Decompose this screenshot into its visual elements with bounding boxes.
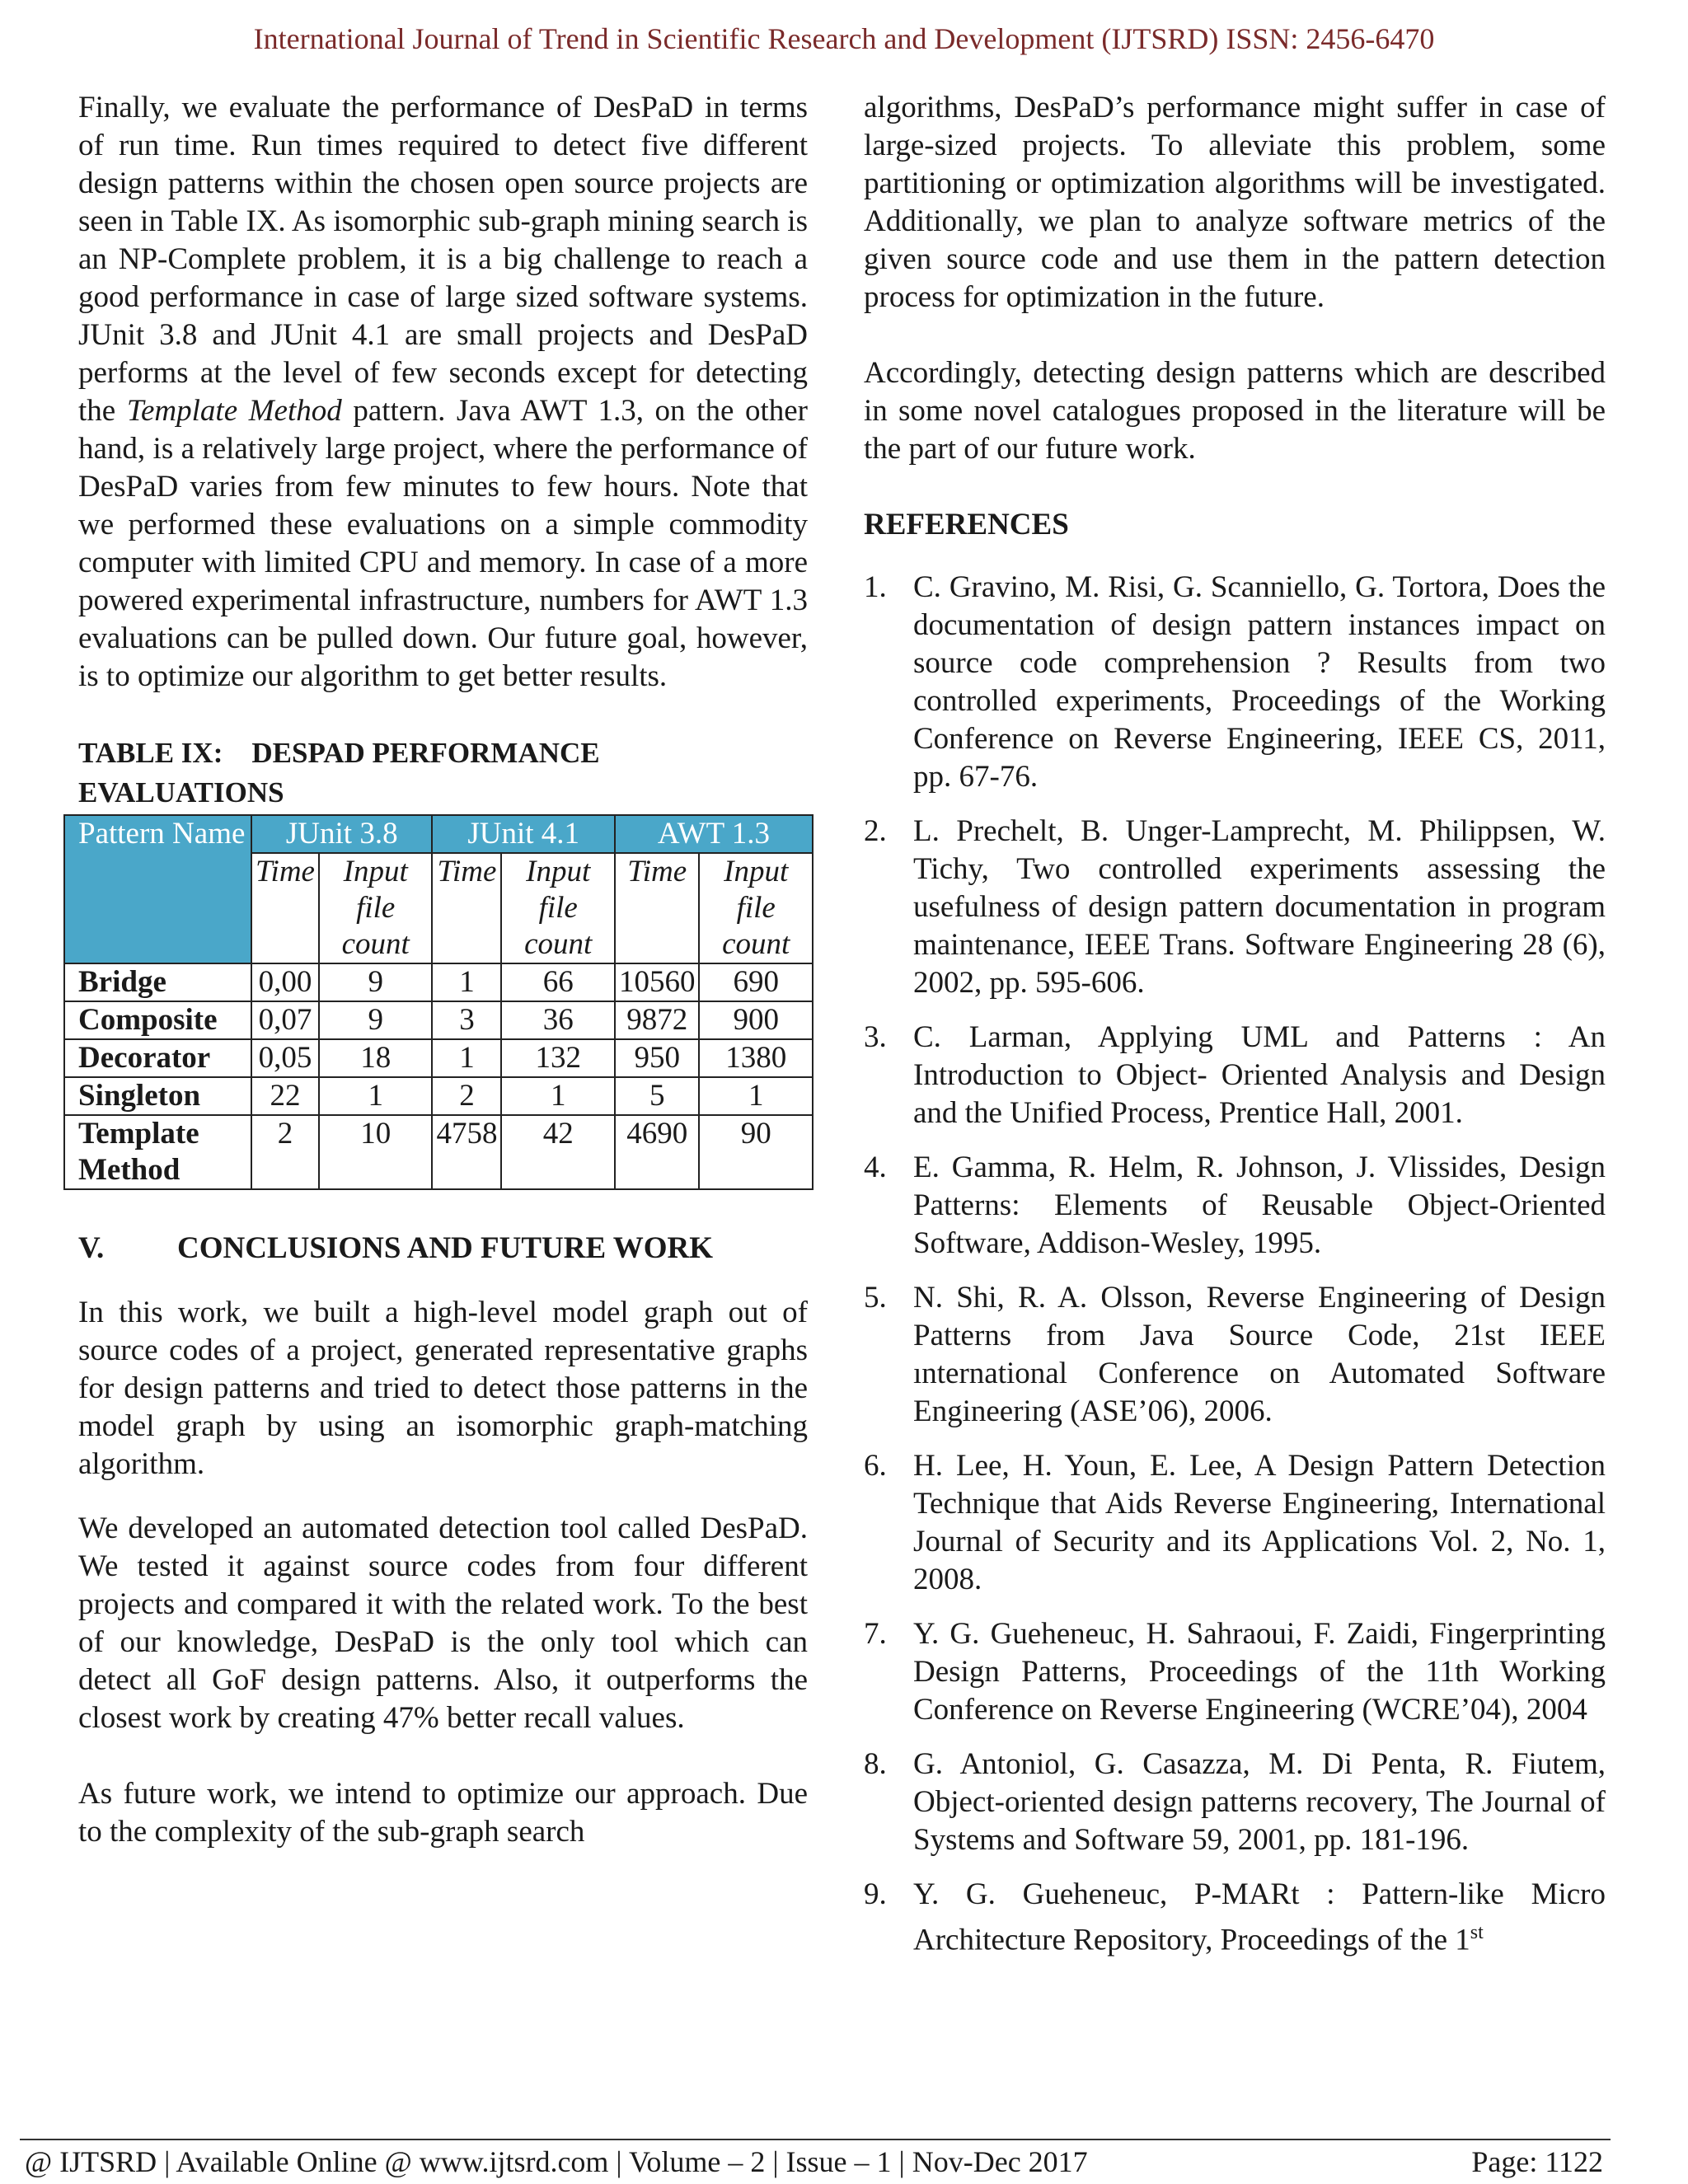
table-row: Singleton 22 1 2 1 5 1 [64, 1077, 813, 1115]
table-row: Composite 0,07 9 3 36 9872 900 [64, 1001, 813, 1039]
performance-paragraph: Finally, we evaluate the performance of DesPaD in terms of run time. Run times required to detect five different design patterns within the chosen open source projects are seen in Table IX. As isomorphic sub-graph mining search is an NP-Complete problem, it is a big challenge to reach a good performance in case of large sized software systems. JUnit 3.8 and JUnit 4.1 are small projects and DesPaD performs at the level of few seconds except for detecting the Template Method pattern. Java AWT 1.3, on the other hand, is a relatively large project, where the performance of DesPaD varies from few minutes to few hours. Note that we performed these evaluations on a simple commodity computer with limited CPU and memory. In case of a more powered experimental infrastructure, numbers for AWT 1.3 evaluations can be pulled down. Our future goal, however, is to optimize our algorithm to get better results. [78, 91, 808, 693]
input-count-subheader: Input file count [319, 853, 433, 963]
project-header: JUnit 4.1 [432, 815, 615, 853]
page-number: Page: 1122 [1471, 2145, 1603, 2178]
reference-item: 8. G. Antoniol, G. Casazza, M. Di Penta, R. Fiutem, Object-oriented design patterns recovery, The Journal of Systems and Software 59, 2001, pp. 181-196. [864, 1747, 1606, 1857]
conclusion-paragraph: In this work, we built a high-level model graph out of source codes of a project, generated representative graphs for design patterns and tried to detect those patterns in the model graph by using an isomorphic graph-matching algorithm. [78, 1296, 808, 1481]
time-subheader: Time [615, 853, 700, 963]
references-heading: REFERENCES [864, 508, 1069, 541]
reference-item: 4. E. Gamma, R. Helm, R. Johnson, J. Vlissides, Design Patterns: Elements of Reusable Object-Oriented Software, Addison-Wesley, 1995. [864, 1151, 1606, 1260]
reference-item: 9. Y. G. Gueheneuc, P-MARt : Pattern-like Micro Architecture Repository, Proceedings of the 1st [864, 1877, 1606, 1957]
reference-item: 5. N. Shi, R. A. Olsson, Reverse Engineering of Design Patterns from Java Source Code, 21st IEEE ınternational Conference on Automated Software Engineering (ASE’06), 2006. [864, 1281, 1606, 1428]
conclusion-paragraph: We developed an automated detection tool called DesPaD. We tested it against source codes from four different projects and compared it with the related work. To the best of our knowledge, DesPaD is the only tool which can detect all GoF design patterns. Also, it outperforms the closest work by creating 47% better recall values. [78, 1511, 808, 1735]
page-footer [25, 2143, 1603, 2181]
running-header: International Journal of Trend in Scientific Research and Development (IJTSRD) ISSN: 2456-6470 [253, 22, 1435, 55]
reference-item: 1. C. Gravino, M. Risi, G. Scanniello, G. Tortora, Does the documentation of design pattern instances impact on source code comprehension ? Results from two controlled experiments, Proceedings of the Working Conference on Reverse Engineering, IEEE CS, 2011, pp. 67-76. [864, 570, 1606, 794]
future-work-paragraph: As future work, we intend to optimize our approach. Due to the complexity of the sub-graph search [78, 1777, 808, 1849]
footer-info: @ IJTSRD | Available Online @ www.ijtsrd.com | Volume – 2 | Issue – 1 | Nov-Dec 2017 [25, 2145, 1088, 2178]
footer-divider [20, 2139, 1611, 2140]
pattern-name-header: Pattern Name [64, 815, 251, 963]
project-header: AWT 1.3 [615, 815, 813, 853]
reference-item: 6. H. Lee, H. Youn, E. Lee, A Design Pattern Detection Technique that Aids Reverse Engineering, International Journal of Security and its Applications Vol. 2, No. 1, 2008. [864, 1449, 1606, 1596]
table-row: Template Method 2 10 4758 42 4690 90 [64, 1115, 813, 1189]
right-column [864, 89, 1606, 1975]
table-caption: TABLE IX: DESPAD PERFORMANCE EVALUATIONS [78, 737, 600, 808]
input-count-subheader: Input file count [501, 853, 615, 963]
time-subheader: Time [251, 853, 319, 963]
reference-item: 3. C. Larman, Applying UML and Patterns : An Introduction to Object- Oriented Analysis and Design and the Unified Process, Prentice Hall, 2001. [864, 1020, 1606, 1130]
reference-item: 7. Y. G. Gueheneuc, H. Sahraoui, F. Zaidi, Fingerprinting Design Patterns, Proceedings of the 11th Working Conference on Reverse Engineering (WCRE’04), 2004 [864, 1617, 1606, 1727]
performance-table [63, 814, 814, 1190]
project-header: JUnit 3.8 [251, 815, 432, 853]
future-work-paragraph: algorithms, DesPaD’s performance might suffer in case of large-sized projects. To alleviate this problem, some partitioning or optimization algorithms will be investigated. Additionally, we plan to analyze software metrics of the given source code and use them in the pattern detection process for optimization in the future. [864, 91, 1606, 314]
table-row: Bridge 0,00 9 1 66 10560 690 [64, 963, 813, 1001]
template-method-emphasis: Template Method [126, 394, 342, 428]
section-heading: V. CONCLUSIONS AND FUTURE WORK [78, 1231, 713, 1265]
future-work-paragraph: Accordingly, detecting design patterns which are described in some novel catalogues proposed in the literature will be the part of our future work. [864, 356, 1606, 466]
reference-list [864, 569, 1606, 1959]
table-row: Decorator 0,05 18 1 132 950 1380 [64, 1039, 813, 1077]
left-column [78, 89, 808, 1889]
time-subheader: Time [432, 853, 501, 963]
reference-item: 2. L. Prechelt, B. Unger-Lamprecht, M. Philippsen, W. Tichy, Two controlled experiments assessing the usefulness of design pattern documentation in program maintenance, IEEE Trans. Software Engineering 28 (6), 2002, pp. 595-606. [864, 814, 1606, 1000]
input-count-subheader: Input file count [699, 853, 813, 963]
